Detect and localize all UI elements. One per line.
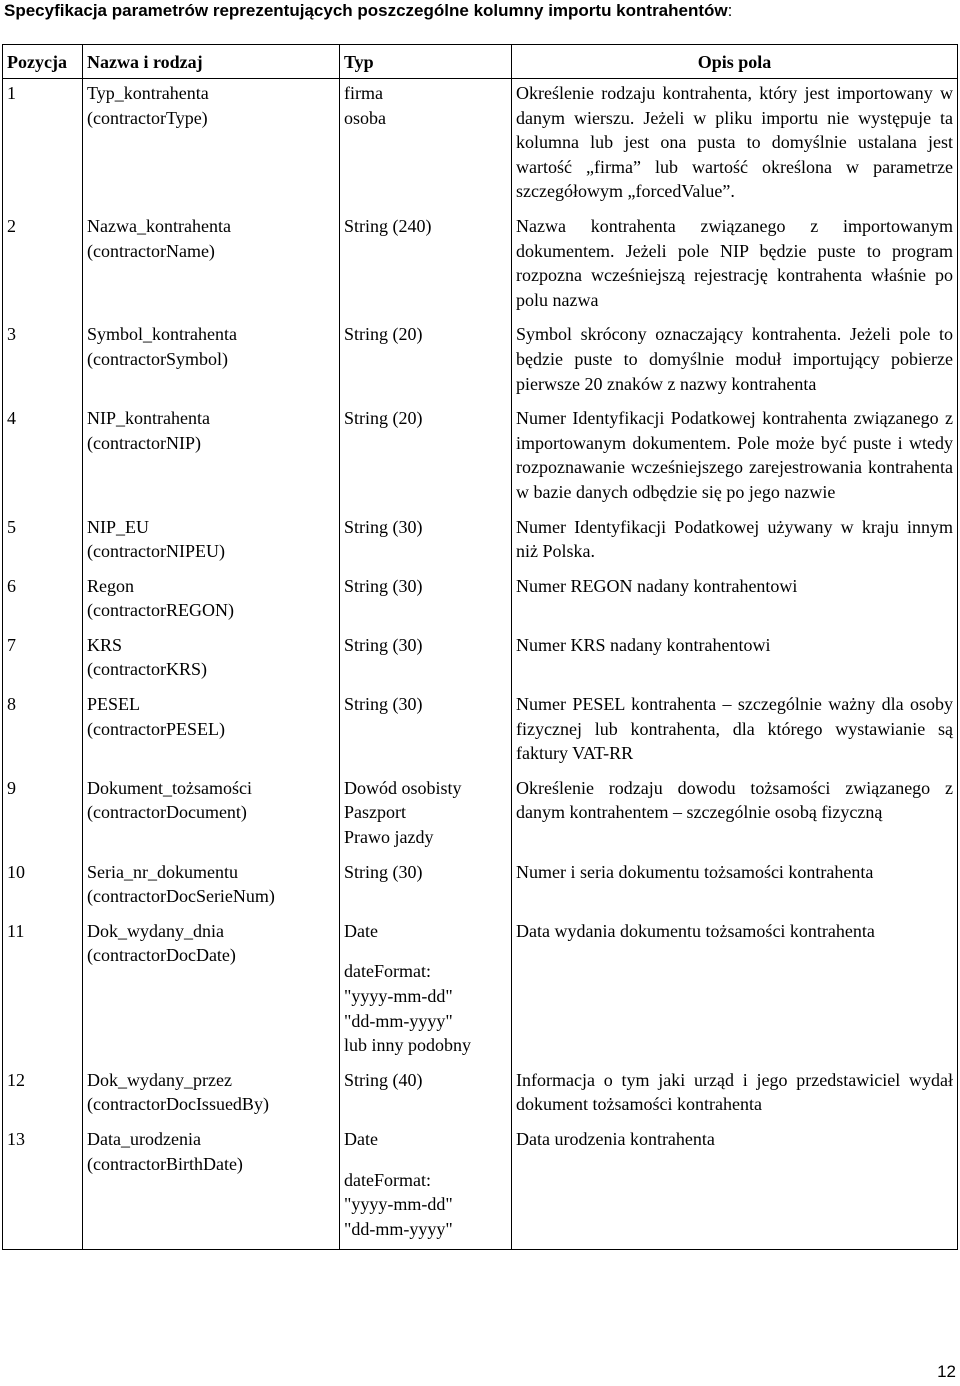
- header-description: Opis pola: [512, 45, 958, 79]
- field-description: Określenie rodzaju dowodu tożsamości związanego z danym kontrahentem – szczególnie osobą fizyczną: [512, 774, 958, 858]
- field-name: Data_urodzenia: [87, 1128, 201, 1149]
- field-name: Typ_kontrahenta: [87, 83, 209, 103]
- field-description: Nazwa kontrahenta związanego z importowanym dokumentem. Jeżeli pole NIP będzie puste to program rozpozna wcześniejszą rejestrację kontrahenta właśnie po polu nazwa: [512, 212, 958, 320]
- field-parameter: (contractorType): [87, 107, 208, 128]
- field-name: NIP_kontrahenta: [87, 408, 210, 429]
- row-number: 6: [3, 572, 83, 631]
- table-row: [3, 572, 958, 631]
- table-row: [3, 1125, 958, 1250]
- header-name: Nazwa i rodzaj: [83, 45, 340, 79]
- field-name: Dokument_tożsamości: [87, 777, 252, 798]
- field-type-value: dateFormat:: [344, 961, 431, 982]
- field-type-cell: [340, 1066, 512, 1125]
- parameters-table: [2, 44, 958, 1250]
- field-type-cell: [340, 690, 512, 774]
- field-parameter: (contractorSymbol): [87, 348, 228, 369]
- field-name: KRS: [87, 634, 123, 655]
- field-parameter: (contractorPESEL): [87, 718, 225, 739]
- row-number: 2: [3, 212, 83, 320]
- field-name-cell: [83, 774, 340, 858]
- field-name-cell: [83, 79, 340, 212]
- field-type-cell: [340, 513, 512, 572]
- field-type-cell: [340, 1125, 512, 1250]
- field-parameter: (contractorDocIssuedBy): [87, 1094, 269, 1115]
- field-name: Nazwa_kontrahenta: [87, 215, 231, 236]
- field-parameter: (contractorREGON): [87, 600, 234, 621]
- field-type-value: firma: [344, 83, 383, 103]
- table-row: [3, 858, 958, 917]
- field-name: Seria_nr_dokumentu: [87, 861, 238, 882]
- field-type-value: String (30): [344, 575, 423, 596]
- field-description: Określenie rodzaju kontrahenta, który jest importowany w danym wierszu. Jeżeli w pliku importu nie występuje ta kolumna lub jest ona pusta to domyślnie ustalana jest wartość „firma” lub wartość określona w parametrze szczegółowym „forcedValue”.: [512, 79, 958, 212]
- field-type-cell: [340, 774, 512, 858]
- field-type-cell: [340, 320, 512, 404]
- field-description: Numer KRS nadany kontrahentowi: [512, 631, 958, 690]
- field-name-cell: [83, 1125, 340, 1250]
- row-number: 11: [3, 917, 83, 1066]
- table-row: [3, 212, 958, 320]
- field-description: Numer PESEL kontrahenta – szczególnie ważny dla osoby fizycznej lub kontrahenta, dla którego wystawianie są faktury VAT-RR: [512, 690, 958, 774]
- field-type-value: String (40): [344, 1069, 423, 1090]
- row-number: 5: [3, 513, 83, 572]
- field-name-cell: [83, 690, 340, 774]
- page-number: 12: [937, 1362, 956, 1381]
- field-parameter: (contractorName): [87, 240, 215, 261]
- field-description: Informacja o tym jaki urząd i jego przedstawiciel wydał dokument tożsamości kontrahenta: [512, 1066, 958, 1125]
- row-number: 7: [3, 631, 83, 690]
- row-number: 3: [3, 320, 83, 404]
- field-parameter: (contractorNIPEU): [87, 541, 225, 562]
- field-description: Numer REGON nadany kontrahentowi: [512, 572, 958, 631]
- field-name-cell: [83, 513, 340, 572]
- field-name-cell: [83, 917, 340, 1066]
- row-number: 12: [3, 1066, 83, 1125]
- field-description: Data urodzenia kontrahenta: [512, 1125, 958, 1250]
- page-heading: [4, 0, 732, 22]
- table-row: [3, 320, 958, 404]
- field-name-cell: [83, 572, 340, 631]
- table-row: [3, 1066, 958, 1125]
- field-type-cell: [340, 631, 512, 690]
- field-name: Dok_wydany_przez: [87, 1069, 232, 1090]
- type-spacer: [344, 943, 507, 959]
- header-position: Pozycja: [3, 45, 83, 79]
- field-name-cell: [83, 1066, 340, 1125]
- row-number: 10: [3, 858, 83, 917]
- heading-suffix: :: [727, 1, 733, 20]
- field-description: Symbol skrócony oznaczający kontrahenta. Jeżeli pole to będzie puste to domyślnie moduł importujący pobierze pierwsze 20 znaków z nazwy kontrahenta: [512, 320, 958, 404]
- table-row: [3, 774, 958, 858]
- field-name-cell: [83, 320, 340, 404]
- table-row: [3, 917, 958, 1066]
- field-name: PESEL: [87, 694, 141, 715]
- header-type: Typ: [340, 45, 512, 79]
- table-row: [3, 404, 958, 512]
- field-parameter: (contractorKRS): [87, 659, 207, 680]
- field-type-value: "dd-mm-yyyy": [344, 1010, 453, 1031]
- field-type-value: Dowód osobisty: [344, 777, 462, 798]
- row-number: 1: [3, 79, 83, 212]
- field-name: Dok_wydany_dnia: [87, 920, 224, 941]
- field-parameter: (contractorDocSerieNum): [87, 886, 275, 907]
- field-type-value: Paszport: [344, 802, 406, 823]
- field-parameter: (contractorBirthDate): [87, 1153, 243, 1174]
- field-name: Regon: [87, 575, 134, 596]
- field-description: Numer i seria dokumentu tożsamości kontrahenta: [512, 858, 958, 917]
- field-description: Numer Identyfikacji Podatkowej używany w kraju innym niż Polska.: [512, 513, 958, 572]
- heading-title: Specyfikacja parametrów reprezentujących poszczególne kolumny importu kontrahentów: [4, 1, 728, 20]
- field-name-cell: [83, 212, 340, 320]
- field-type-cell: [340, 404, 512, 512]
- field-name-cell: [83, 404, 340, 512]
- field-type-cell: [340, 572, 512, 631]
- field-type-cell: [340, 858, 512, 917]
- field-parameter: (contractorNIP): [87, 432, 201, 453]
- table-header-row: [3, 45, 958, 79]
- table-row: [3, 631, 958, 690]
- field-parameter: (contractorDocument): [87, 802, 247, 823]
- field-type-value: String (20): [344, 324, 423, 345]
- field-type-value: String (30): [344, 694, 423, 715]
- table-row: [3, 79, 958, 212]
- field-type-value: Date: [344, 920, 378, 941]
- row-number: 9: [3, 774, 83, 858]
- type-spacer: [344, 1152, 507, 1168]
- field-type-value: "yyyy-mm-dd": [344, 1194, 453, 1215]
- field-type-value: dateFormat:: [344, 1169, 431, 1190]
- field-type-cell: [340, 917, 512, 1066]
- field-description: Numer Identyfikacji Podatkowej kontrahenta związanego z importowanym dokumentem. Pole może być puste i wtedy rozpoznawanie wcześniejszego zarejestrowania kontrahenta w bazie danych odbędzie się po jego nazwie: [512, 404, 958, 512]
- field-type-cell: [340, 212, 512, 320]
- field-type-cell: [340, 79, 512, 212]
- field-parameter: (contractorDocDate): [87, 945, 236, 966]
- field-type-value: Date: [344, 1128, 378, 1149]
- field-type-value: "yyyy-mm-dd": [344, 986, 453, 1006]
- field-type-value: String (30): [344, 634, 423, 655]
- field-description: Data wydania dokumentu tożsamości kontrahenta: [512, 917, 958, 1066]
- field-name: Symbol_kontrahenta: [87, 324, 237, 345]
- field-type-value: String (240): [344, 215, 432, 236]
- field-name: NIP_EU: [87, 516, 149, 537]
- field-name-cell: [83, 858, 340, 917]
- field-type-value: String (30): [344, 861, 423, 882]
- field-type-value: String (20): [344, 408, 423, 429]
- row-number: 13: [3, 1125, 83, 1250]
- field-type-value: String (30): [344, 516, 423, 537]
- field-type-value: Prawo jazdy: [344, 827, 434, 848]
- field-type-value: lub inny podobny: [344, 1035, 472, 1056]
- row-number: 8: [3, 690, 83, 774]
- field-type-value: osoba: [344, 107, 386, 128]
- field-name-cell: [83, 631, 340, 690]
- row-number: 4: [3, 404, 83, 512]
- field-type-value: "dd-mm-yyyy": [344, 1218, 453, 1239]
- table-row: [3, 690, 958, 774]
- table-row: [3, 513, 958, 572]
